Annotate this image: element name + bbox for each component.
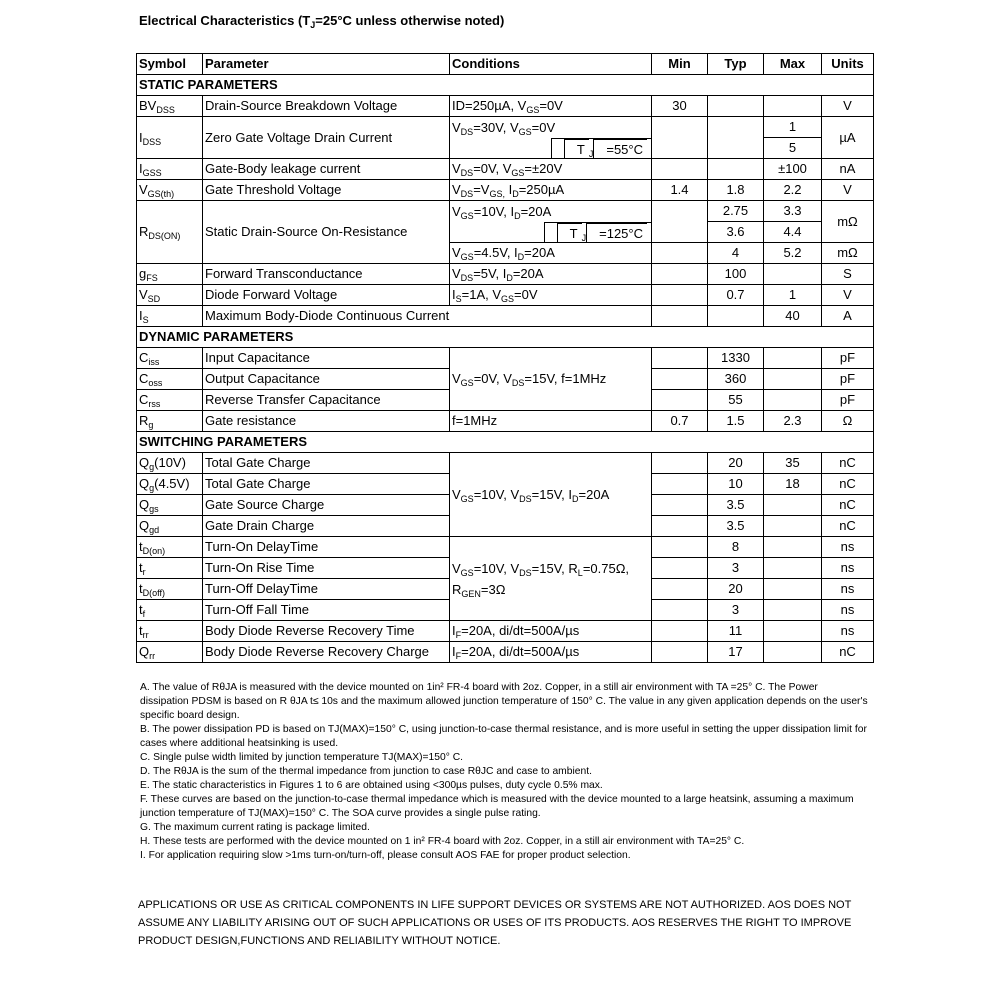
symbol: $V_{GS(th)}$ (137, 180, 203, 201)
symbol: $BV_{DSS}$ (137, 96, 203, 117)
footnote: E. The static characteristics in Figures 1 to 6 are obtained using <300µs pulses, duty cycle 0.5% max. (140, 780, 603, 791)
unit: S (822, 264, 874, 285)
parameter: Gate Drain Charge (203, 516, 450, 537)
electrical-characteristics-table (136, 53, 874, 663)
symbol: $t_f$ (137, 600, 203, 621)
table-row (137, 642, 874, 663)
max-value: 2.3 (764, 411, 822, 432)
unit: nC (822, 453, 874, 474)
header-symbol: Symbol (137, 54, 203, 75)
symbol: $Q_{rr}$ (137, 642, 203, 663)
table-row (137, 306, 874, 327)
max-value: 2.2 (764, 180, 822, 201)
max-value: 3.3 (764, 201, 822, 222)
parameter: Gate-Body leakage current (203, 159, 450, 180)
parameter: Total Gate Charge (203, 453, 450, 474)
conditions: $I_F=20A$, di/dt=500A/µs (450, 642, 652, 663)
typ-value: 10 (708, 474, 764, 495)
parameter: Turn-Off DelayTime (203, 579, 450, 600)
max-value: 1 (764, 117, 822, 138)
typ-value: 100 (708, 264, 764, 285)
typ-value: 3 (708, 600, 764, 621)
footnote: G. The maximum current rating is package limited. (140, 822, 370, 833)
typ-value: 3 (708, 558, 764, 579)
typ-value: 3.5 (708, 495, 764, 516)
header-parameter: Parameter (203, 54, 450, 75)
footnotes (140, 681, 868, 863)
footnote: B. The power dissipation PD is based on TJ(MAX)=150° C, using junction-to-case thermal resistance, and is more useful in setting the upper dissipation limit for cases where additional heatsinking is used. (140, 724, 867, 749)
max-value: 4.4 (764, 222, 822, 243)
unit: nC (822, 516, 874, 537)
table-row (137, 621, 874, 642)
typ-value: 8 (708, 537, 764, 558)
disclaimer-line: APPLICATIONS OR USE AS CRITICAL COMPONENTS IN LIFE SUPPORT DEVICES OR SYSTEMS ARE NOT AUTHORIZED. AOS DOES NOT (138, 899, 852, 911)
table-row (137, 180, 874, 201)
max-value: 1 (764, 285, 822, 306)
disclaimer (138, 896, 873, 950)
conditions: $V_{GS}=0V$, $V_{DS}=15V$, f=1MHz (450, 348, 652, 411)
symbol: $I_{GSS}$ (137, 159, 203, 180)
unit: mΩ (822, 201, 874, 243)
typ-value: 1330 (708, 348, 764, 369)
min-value: 1.4 (652, 180, 708, 201)
unit: nA (822, 159, 874, 180)
unit: ns (822, 558, 874, 579)
section-row (137, 327, 874, 348)
footnote: D. The RθJA is the sum of the thermal impedance from junction to case RθJC and case to ambient. (140, 766, 592, 777)
parameter: Body Diode Reverse Recovery Charge (203, 642, 450, 663)
parameter: Reverse Transfer Capacitance (203, 390, 450, 411)
conditions: ID=250µA, $V_{GS}=0V$ (450, 96, 652, 117)
unit: nC (822, 495, 874, 516)
typ-value: 55 (708, 390, 764, 411)
unit: mΩ (822, 243, 874, 264)
section-static: STATIC PARAMETERS (137, 75, 652, 96)
parameter: Drain-Source Breakdown Voltage (203, 96, 450, 117)
symbol: $R_{DS(ON)}$ (137, 201, 203, 264)
unit: Ω (822, 411, 874, 432)
symbol: $t_{D(off)}$ (137, 579, 203, 600)
typ-value: 3.6 (708, 222, 764, 243)
table-row (137, 411, 874, 432)
footnote: I. For application requiring slow >1ms turn-on/turn-off, please consult AOS FAE for proper product selection. (140, 850, 631, 861)
unit: nC (822, 642, 874, 663)
header-conditions: Conditions (450, 54, 652, 75)
parameter: Body Diode Reverse Recovery Time (203, 621, 450, 642)
max-value: 5 (764, 138, 822, 159)
table-row (137, 537, 874, 558)
header-row (137, 54, 874, 75)
footnote: C. Single pulse width limited by junction temperature TJ(MAX)=150° C. (140, 752, 463, 763)
unit: ns (822, 600, 874, 621)
parameter: Turn-On Rise Time (203, 558, 450, 579)
typ-value: 1.8 (708, 180, 764, 201)
conditions: $V_{DS}=V_{GS,}$ $I_D=250\mu A$ (450, 180, 652, 201)
symbol: $R_g$ (137, 411, 203, 432)
unit: ns (822, 621, 874, 642)
parameter: Output Capacitance (203, 369, 450, 390)
typ-value: 11 (708, 621, 764, 642)
conditions: $V_{DS}=5V$, $I_D=20A$ (450, 264, 652, 285)
unit: ns (822, 579, 874, 600)
conditions: $V_{GS}=10V$, $V_{DS}=15V$, $R_L=0.75\Omega$, $R_{GEN}=3\Omega$ (450, 537, 652, 621)
parameter: Static Drain-Source On-Resistance (203, 201, 450, 264)
symbol: $Q_g(10V)$ (137, 453, 203, 474)
table-row (137, 264, 874, 285)
conditions: $I_S=1A$, $V_{GS}=0V$ (450, 285, 652, 306)
max-value (764, 96, 822, 117)
parameter: Gate resistance (203, 411, 450, 432)
disclaimer-line: PRODUCT DESIGN,FUNCTIONS AND RELIABILITY WITHOUT NOTICE. (138, 935, 501, 947)
header-typ: Typ (708, 54, 764, 75)
footnote: H. These tests are performed with the device mounted on 1 in² FR-4 board with 2oz. Copper, in a still air environment with TA=25° C. (140, 836, 745, 847)
max-value: 5.2 (764, 243, 822, 264)
table-row (137, 348, 874, 369)
unit: pF (822, 390, 874, 411)
max-value: 35 (764, 453, 822, 474)
table-row (137, 96, 874, 117)
parameter: Maximum Body-Diode Continuous Current (203, 306, 652, 327)
disclaimer-line: ASSUME ANY LIABILITY ARISING OUT OF SUCH APPLICATIONS OR USES OF ITS PRODUCTS. AOS RESERVES THE RIGHT TO IMPROVE (138, 917, 852, 929)
typ-value: 3.5 (708, 516, 764, 537)
unit: pF (822, 369, 874, 390)
min-value: 30 (652, 96, 708, 117)
section-dynamic: DYNAMIC PARAMETERS (137, 327, 652, 348)
symbol: $C_{oss}$ (137, 369, 203, 390)
typ-value: 0.7 (708, 285, 764, 306)
footnote: F. These curves are based on the junction-to-case thermal impedance which is measured with the device mounted to a large heatsink, assuming a maximum junction temperature of TJ(MAX)=150° C. The SOA curve provides a single pulse rating. (140, 794, 854, 819)
header-units: Units (822, 54, 874, 75)
unit: µA (822, 117, 874, 159)
symbol: $I_S$ (137, 306, 203, 327)
parameter: Turn-Off Fall Time (203, 600, 450, 621)
page-title: Electrical Characteristics ($T_J=25^\circ C$ unless otherwise noted) (139, 13, 505, 30)
symbol: $I_{DSS}$ (137, 117, 203, 159)
symbol: $t_r$ (137, 558, 203, 579)
unit: A (822, 306, 874, 327)
unit: pF (822, 348, 874, 369)
unit: V (822, 96, 874, 117)
min-value: 0.7 (652, 411, 708, 432)
section-row (137, 75, 874, 96)
parameter: Zero Gate Voltage Drain Current (203, 117, 450, 159)
typ-value: 17 (708, 642, 764, 663)
table-row (137, 117, 874, 138)
section-row (137, 432, 874, 453)
conditions: $V_{DS}=0V$, $V_{GS}=\pm 20V$ (450, 159, 652, 180)
typ-value: 20 (708, 453, 764, 474)
conditions: $V_{GS}=4.5V$, $I_D=20A$ (450, 243, 652, 264)
table-row (137, 285, 874, 306)
section-switching: SWITCHING PARAMETERS (137, 432, 652, 453)
typ-value (708, 96, 764, 117)
conditions: $I_F=20A$, di/dt=500A/µs (450, 621, 652, 642)
header-min: Min (652, 54, 708, 75)
conditions: $V_{GS}=10V$, $I_D=20A$ T $_J$ =125°C (450, 201, 652, 243)
header-max: Max (764, 54, 822, 75)
table-row (137, 159, 874, 180)
unit: V (822, 180, 874, 201)
max-value: 18 (764, 474, 822, 495)
max-value: ±100 (764, 159, 822, 180)
symbol: $t_{rr}$ (137, 621, 203, 642)
symbol: $C_{iss}$ (137, 348, 203, 369)
table-row (137, 201, 874, 222)
typ-value: 20 (708, 579, 764, 600)
typ-value: 1.5 (708, 411, 764, 432)
parameter: Input Capacitance (203, 348, 450, 369)
symbol: $g_{FS}$ (137, 264, 203, 285)
table-row (137, 453, 874, 474)
symbol: $Q_g(4.5V)$ (137, 474, 203, 495)
typ-value: 2.75 (708, 201, 764, 222)
parameter: Turn-On DelayTime (203, 537, 450, 558)
unit: nC (822, 474, 874, 495)
parameter: Total Gate Charge (203, 474, 450, 495)
footnote: A. The value of RθJA is measured with the device mounted on 1in² FR-4 board with 2oz. Copper, in a still air environment with TA =25° C. The Power dissipation PDSM is based on R θJA t≤ 10s and the maximum allowed junction temperature of 150° C. The value in any given application depends on the user's specific board design. (140, 682, 868, 721)
typ-value: 4 (708, 243, 764, 264)
parameter: Diode Forward Voltage (203, 285, 450, 306)
parameter: Gate Threshold Voltage (203, 180, 450, 201)
symbol: $Q_{gd}$ (137, 516, 203, 537)
unit: ns (822, 537, 874, 558)
symbol: $Q_{gs}$ (137, 495, 203, 516)
conditions: $V_{GS}=10V$, $V_{DS}=15V$, $I_D=20A$ (450, 453, 652, 537)
symbol: $V_{SD}$ (137, 285, 203, 306)
symbol: $t_{D(on)}$ (137, 537, 203, 558)
conditions: $V_{DS}=30V$, $V_{GS}=0V$ T $_J$ =55°C (450, 117, 652, 159)
max-value: 40 (764, 306, 822, 327)
parameter: Forward Transconductance (203, 264, 450, 285)
conditions: f=1MHz (450, 411, 652, 432)
unit: V (822, 285, 874, 306)
typ-value: 360 (708, 369, 764, 390)
parameter: Gate Source Charge (203, 495, 450, 516)
symbol: $C_{rss}$ (137, 390, 203, 411)
